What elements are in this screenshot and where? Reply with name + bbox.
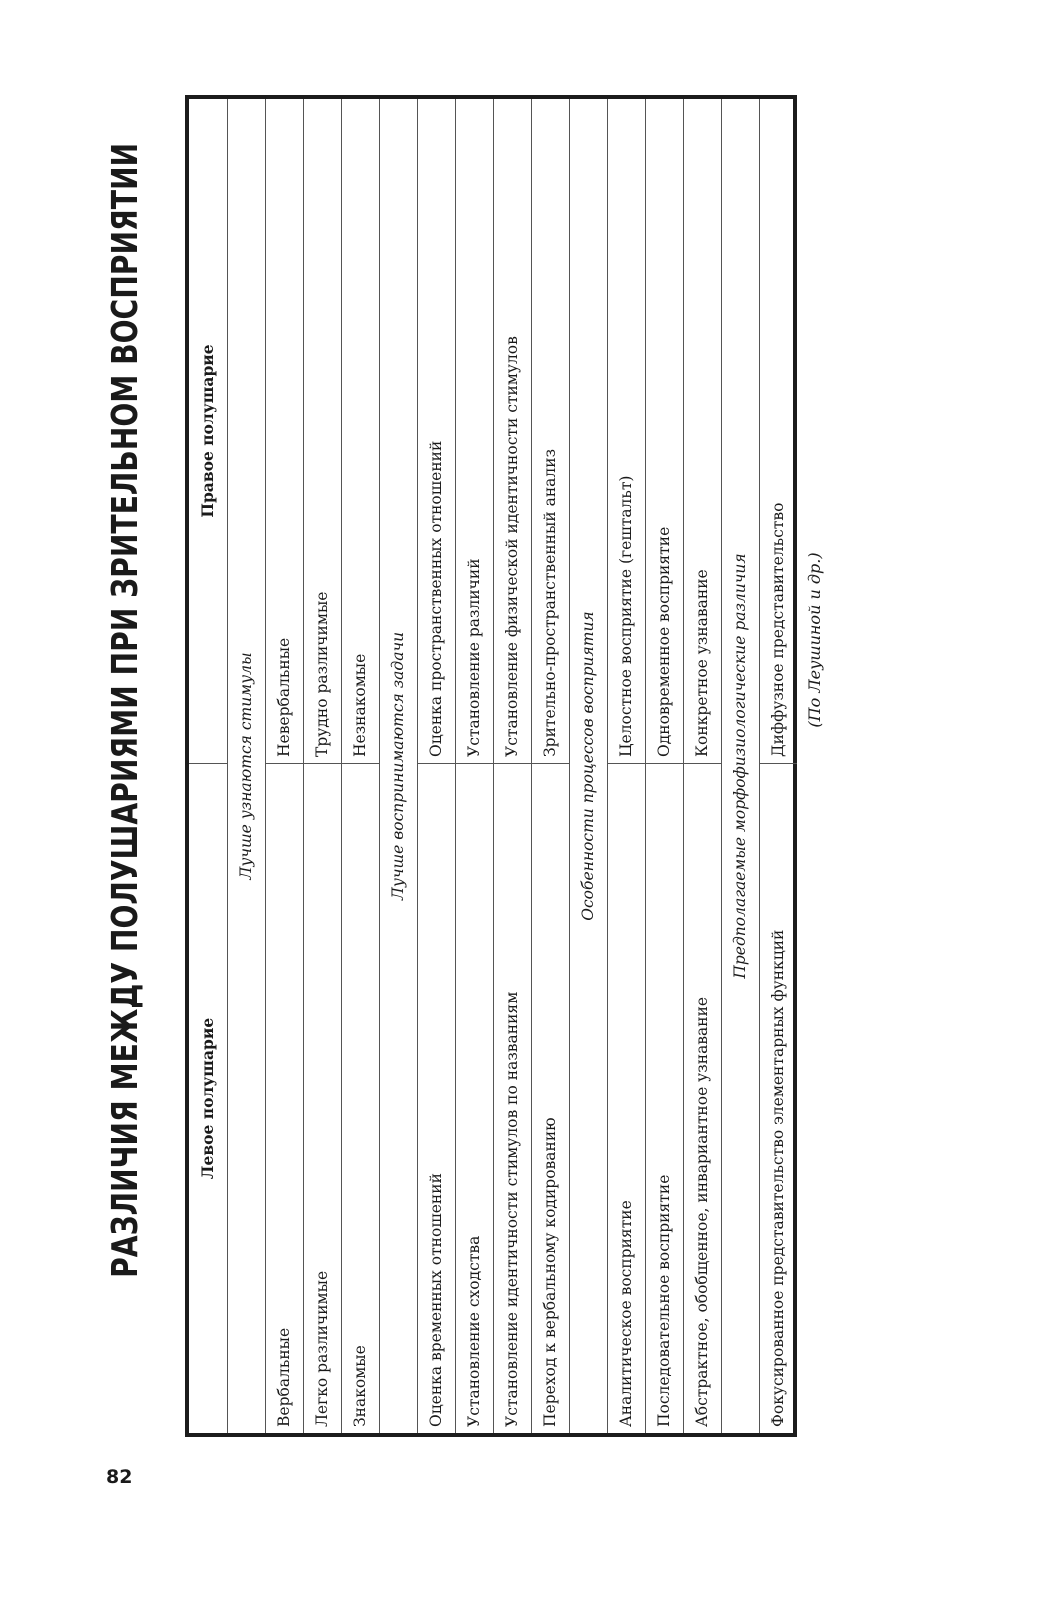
cell-right: Зрительно-пространственный анализ: [541, 448, 559, 757]
source-citation: (По Леушиной и др.): [805, 552, 824, 728]
table-row: [265, 99, 303, 1433]
table-row: [493, 99, 531, 1433]
section-row: [569, 99, 607, 1433]
cell-left: Аналитическое восприятие: [608, 763, 645, 1433]
page-title: РАЗЛИЧИЯ МЕЖДУ ПОЛУШАРИЯМИ ПРИ ЗРИТЕЛЬНОМ ВОСПРИЯТИИ: [105, 142, 146, 1278]
cell-left: Фокусированное представительство элементарных функций: [760, 763, 797, 1433]
cell-right: Одновременное восприятие: [655, 526, 673, 757]
cell-left: Последовательное восприятие: [646, 763, 683, 1433]
table-row: [341, 99, 379, 1433]
cell-left: Вербальные: [266, 763, 303, 1433]
comparison-table: [185, 95, 797, 1437]
cell-right: Диффузное представительство: [769, 502, 787, 757]
cell-right: Невербальные: [275, 637, 293, 757]
table-row: [759, 99, 797, 1433]
table-row: [303, 99, 341, 1433]
header-left: Левое полушарие: [189, 763, 227, 1433]
table-row: [455, 99, 493, 1433]
section-row: [379, 99, 417, 1433]
header-right: Правое полушарие: [198, 344, 217, 518]
table-header-row: [189, 99, 227, 1433]
section-row: [227, 99, 265, 1433]
table-row: [645, 99, 683, 1433]
cell-left: Абстрактное, обобщенное, инвариантное узнавание: [684, 763, 721, 1433]
section-title: Особенности процессов восприятия: [579, 611, 597, 921]
cell-left: Легко различимые: [304, 763, 341, 1433]
cell-right: Целостное восприятие (гештальт): [617, 475, 635, 757]
cell-right: Незнакомые: [351, 653, 369, 757]
page-number: 82: [106, 1466, 133, 1488]
cell-right: Оценка пространственных отношений: [427, 440, 445, 757]
cell-left: Переход к вербальному кодированию: [532, 763, 569, 1433]
table-row: [607, 99, 645, 1433]
cell-left: Знакомые: [342, 763, 379, 1433]
cell-left: Установление идентичности стимулов по названиям: [494, 763, 531, 1433]
cell-right: Трудно различимые: [313, 591, 331, 757]
cell-right: Установление физической идентичности стимулов: [503, 336, 521, 757]
cell-left: Оценка временных отношений: [418, 763, 455, 1433]
cell-right: Установление различий: [465, 558, 483, 757]
table-row: [417, 99, 455, 1433]
table-row: [683, 99, 721, 1433]
table-row: [531, 99, 569, 1433]
cell-right: Конкретное узнавание: [693, 569, 711, 757]
section-title: Предполагаемые морфофизиологические различия: [731, 553, 749, 979]
section-title: Лучше узнаются стимулы: [237, 652, 255, 880]
section-row: [721, 99, 759, 1433]
cell-left: Установление сходства: [456, 763, 493, 1433]
section-title: Лучше воспринимаются задачи: [389, 631, 407, 901]
